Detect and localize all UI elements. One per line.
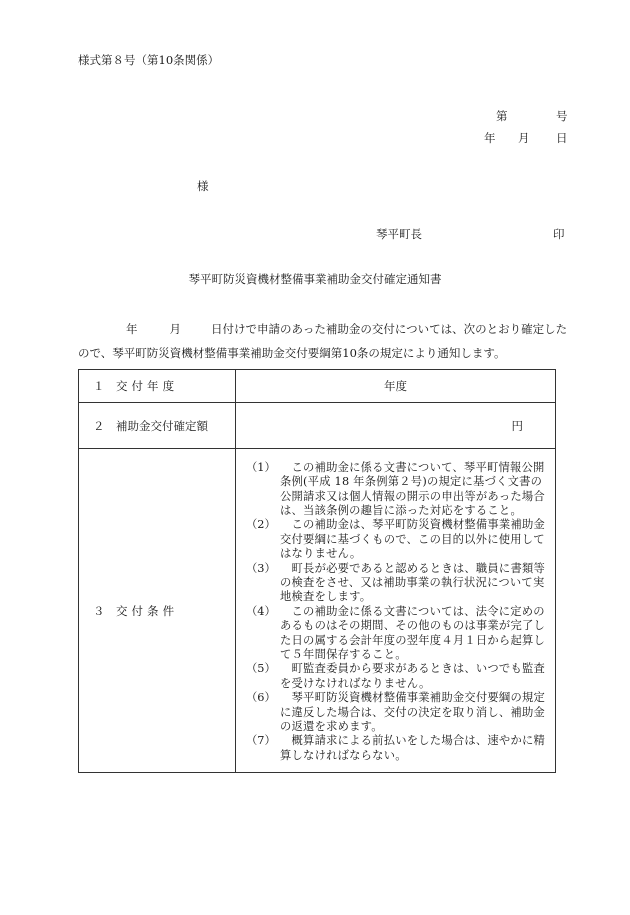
condition-number: （5） [246, 662, 276, 676]
document-title: 琴平町防災資機材整備事業補助金交付確定通知書 [188, 272, 442, 286]
body-month-label: 月 [169, 322, 181, 336]
condition-number: （6） [246, 691, 276, 705]
table-row-amount [79, 403, 556, 449]
condition-item [246, 691, 547, 734]
date-month-label: 月 [518, 131, 530, 145]
condition-text: 概算請求による前払いをした場合は、速やかに精算しなければならない。 [280, 734, 546, 762]
condition-number: （3） [246, 561, 276, 575]
fiscal-year-field: 年度 [236, 370, 556, 403]
condition-number: （1） [246, 460, 276, 474]
doc-number-suffix: 号 [556, 109, 568, 123]
label-cell [79, 449, 236, 773]
condition-number: （2） [246, 518, 276, 532]
condition-text: この補助金は、琴平町防災資機材整備事業補助金交付要綱に基づくもので、この目的以外に使用してはなりません。 [280, 518, 546, 561]
condition-item [246, 734, 547, 763]
condition-text: この補助金に係る文書について、琴平町情報公開条例(平成 18 年条例第２号)の規定に基づく文書の公開請求又は個人情報の開示の申出等があった場合は、当該条例の趣旨に添った対応をすること。 [280, 460, 545, 517]
issuer-name: 琴平町長 [376, 227, 422, 241]
conditions-cell [236, 449, 556, 773]
condition-item [246, 562, 547, 605]
row-number: ２ [93, 418, 105, 433]
condition-number: （7） [246, 734, 276, 748]
condition-text: この補助金に係る文書については、法令に定めのあるものはその期間、その他のものは事業が完了した日の属する会計年度の翌年度４月１日から起算して５年間保存すること。 [280, 604, 546, 662]
conditions-list [236, 452, 555, 770]
row-number: １ [93, 379, 105, 393]
row-label: 交付条件 [116, 603, 179, 618]
condition-text: 町長が必要であると認めるときは、職員に書類等の検査をさせ、又は補助事業の執行状況について実地検査をします。 [280, 561, 546, 604]
body-year-label: 年 [126, 322, 138, 336]
date-year-label: 年 [484, 131, 496, 145]
body-line-1-text: 日付けで申請のあった補助金の交付については、次のとおり確定した [211, 322, 568, 336]
condition-item [246, 461, 547, 519]
form-number: 様式第８号（第10条関係） [78, 53, 220, 67]
table-row-conditions [79, 449, 556, 773]
row-label: 交付年度 [116, 379, 179, 393]
amount-field: 円 [236, 403, 556, 449]
date-day-label: 日 [556, 131, 568, 145]
body-line-1 [126, 321, 567, 337]
seal-mark: 印 [553, 227, 565, 241]
row-label: 補助金交付確定額 [116, 418, 208, 433]
condition-number: （4） [246, 604, 276, 618]
addressee-suffix: 様 [197, 179, 209, 193]
condition-text: 琴平町防災資機材整備事業補助金交付要綱の規定に違反した場合は、交付の決定を取り消し、補助金の返還を求めます。 [280, 691, 546, 734]
body-line-2: ので、琴平町防災資機材整備事業補助金交付要綱第10条の規定により通知します。 [78, 346, 506, 360]
condition-item [246, 605, 547, 663]
row-number: ３ [93, 603, 105, 618]
grant-details-table [78, 369, 556, 773]
condition-item [246, 662, 547, 691]
label-cell [79, 403, 236, 449]
table-row-fiscal-year [79, 370, 556, 403]
condition-item [246, 518, 547, 561]
label-cell [79, 370, 236, 403]
doc-number-prefix: 第 [496, 109, 508, 123]
condition-text: 町監査委員から要求があるときは、いつでも監査を受けなければなりません。 [280, 662, 546, 690]
